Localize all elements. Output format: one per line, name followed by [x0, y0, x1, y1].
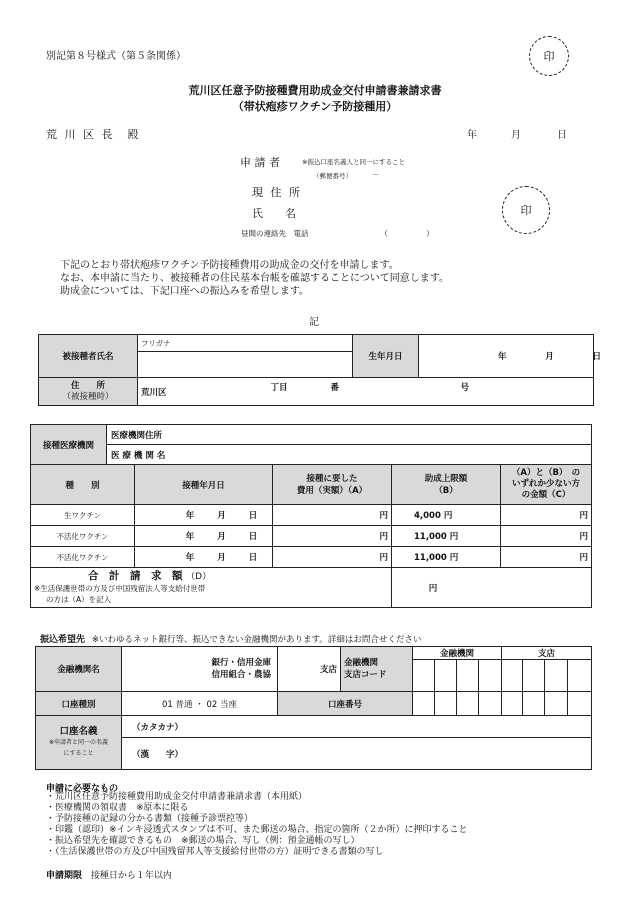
vaccine-date-2[interactable] — [135, 526, 273, 547]
inst-types-1: 銀行・信用金庫 — [211, 658, 271, 668]
date-1-day: 日 — [248, 511, 258, 521]
bank-heading-line — [40, 632, 421, 645]
applicant-note: ※振込口座名義人と同一にすること — [302, 158, 405, 166]
seal-top: 印 — [529, 36, 569, 76]
col-cost — [273, 465, 392, 505]
branch-field[interactable]: 支店 — [278, 647, 341, 692]
lesser-1[interactable]: 円 — [501, 505, 592, 526]
total-label-cell — [31, 568, 392, 608]
bank-heading-note: ※いわゆるネット銀行等、振込できない金融機関があります。詳細はお問合せください — [91, 635, 422, 645]
account-digit-7[interactable] — [545, 692, 568, 716]
date-month-label: 月 — [511, 130, 521, 141]
deadline-value: 接種日から１年以内 — [90, 871, 172, 881]
col-date: 接種年月日 — [135, 465, 273, 505]
seal-applicant: 印 — [502, 186, 550, 234]
req-item-5: ・振込希望先を確認できるもの ※郵送の場合、写し（例：預金通帳の写し） — [46, 836, 360, 846]
bank-table — [35, 646, 592, 770]
deadline-line — [46, 868, 172, 881]
address-label-line1: 住 所 — [70, 380, 105, 391]
ki-mark: 記 — [309, 317, 319, 328]
date-2-month: 月 — [217, 532, 226, 542]
limit-3: 11,000 円 — [392, 547, 501, 568]
name-label: 氏 名 — [252, 207, 296, 220]
medical-table — [30, 424, 592, 608]
statement-line-3: 助成金については、下記口座への振込みを希望します。 — [60, 286, 309, 297]
birth-year: 年 — [498, 352, 507, 362]
birth-field[interactable] — [419, 335, 601, 378]
date-3-year: 年 — [185, 553, 195, 563]
account-digit-3[interactable] — [457, 692, 479, 716]
bank-code-digit-4[interactable] — [479, 660, 502, 692]
branch-code-digit-4[interactable] — [568, 660, 592, 692]
branch-code-digit-3[interactable] — [545, 660, 568, 692]
holder-label-cell — [36, 716, 122, 770]
col-cost-line2: 費用（実額）（A） — [296, 485, 368, 496]
holder-note-2: にすること — [63, 750, 94, 757]
bank-code-digit-3[interactable] — [457, 660, 479, 692]
date-2-day: 日 — [248, 532, 258, 542]
inst-types-2: 信用組合・農協 — [211, 670, 271, 680]
account-digit-4[interactable] — [479, 692, 502, 716]
bank-code-digit-2[interactable] — [435, 660, 457, 692]
total-label — [34, 571, 388, 583]
code-branch-header: 支店 — [502, 647, 592, 660]
furigana-label: フリガナ — [138, 335, 353, 352]
institution-name[interactable]: 医 療 機 関 名 — [107, 445, 592, 465]
address-label: 現 住 所 — [252, 186, 302, 199]
code-label-1: 金融機関 — [344, 658, 379, 668]
go-label: 号 — [460, 382, 470, 393]
applicant-label: 申 請 者 — [240, 156, 280, 169]
account-digit-2[interactable] — [435, 692, 457, 716]
date-1-year: 年 — [185, 511, 195, 521]
chome-label: 丁目 — [270, 382, 288, 393]
code-label-2: 支店コード — [344, 670, 387, 680]
bank-name-field[interactable] — [122, 647, 278, 692]
cost-1[interactable]: 円 — [273, 505, 392, 526]
date-1-month: 月 — [217, 511, 226, 521]
account-type-options[interactable]: 01 普通 ・ 02 当座 — [122, 692, 278, 716]
holder-katakana[interactable]: （カタカナ） — [122, 716, 592, 738]
col-less-line2: いずれか少ない方 — [512, 479, 581, 489]
date-3-month: 月 — [217, 553, 226, 563]
recipient-name-label: 被接種者氏名 — [39, 335, 138, 378]
limit-1: 4,000 円 — [392, 505, 501, 526]
vaccine-type-3: 不活化ワクチン — [31, 547, 135, 568]
total-label-d: （D） — [186, 571, 212, 582]
total-label-text: 合 計 請 求 額 — [88, 569, 183, 582]
total-note-2: の方は（A）を記入 — [46, 594, 112, 604]
recipient-address-field[interactable] — [138, 378, 594, 406]
req-item-4: ・印鑑（認印）※インキ浸透式スタンプは不可、また郵送の場合、指定の箇所（２か所）に押印すること — [46, 825, 468, 835]
birth-label: 生年月日 — [353, 335, 419, 378]
phone-label: 昼間の連絡先 電話 — [241, 229, 309, 238]
deadline-label: 申請期限 — [46, 871, 83, 881]
branch-code-digit-1[interactable] — [502, 660, 523, 692]
col-less-line1: （A）と（B） の — [511, 468, 581, 478]
ban-label: 番 — [330, 382, 340, 393]
date-2-year: 年 — [185, 532, 195, 542]
col-less-line3: の金額（C） — [521, 490, 571, 500]
form-title: 荒川区任意予防接種費用助成金交付申請書兼請求書 — [188, 84, 442, 97]
col-type: 種 別 — [31, 465, 135, 505]
institution-address[interactable]: 医療機関住所 — [107, 425, 592, 445]
col-limit — [392, 465, 501, 505]
vaccine-type-1: 生ワクチン — [31, 505, 135, 526]
statement-line-1: 下記のとおり帯状疱疹ワクチン予防接種費用の助成金の交付を申請します。 — [60, 260, 399, 271]
phone-open: （ — [380, 229, 388, 238]
statement-line-2: なお、本申請に当たり、被接種者の住民基本台帳を確認することについて同意します。 — [60, 273, 449, 284]
account-digit-6[interactable] — [523, 692, 545, 716]
req-item-2: ・医療機関の領収書 ※原本に限る — [46, 803, 189, 813]
req-item-3: ・予防接種の記録の分かる書類（接種予診票控等） — [46, 814, 254, 824]
col-less — [501, 465, 592, 505]
form-subtitle: （帯状疱疹ワクチン予防接種用） — [232, 100, 398, 113]
requirements-heading: 申請に必要なもの — [46, 784, 119, 794]
date-year-label: 年 — [467, 130, 477, 141]
address-label-line2: （被接種時） — [62, 391, 114, 402]
col-cost-line1: 接種に要した — [306, 473, 358, 484]
recipient-name-field[interactable] — [138, 352, 353, 378]
bank-code-digit-1[interactable] — [413, 660, 435, 692]
limit-2: 11,000 円 — [392, 526, 501, 547]
account-digit-8[interactable] — [568, 692, 592, 716]
total-note-1: ※生活保護世帯の方及び中国残留法人等支給付世帯 — [34, 583, 206, 593]
form-number: 別記第８号様式（第５条関係） — [46, 51, 186, 62]
branch-code-digit-2[interactable] — [523, 660, 545, 692]
birth-month: 月 — [545, 352, 554, 362]
account-type-label: 口座種別 — [36, 692, 122, 716]
vaccine-date-1[interactable] — [135, 505, 273, 526]
col-limit-line1: 助成上限額 — [424, 473, 468, 484]
date-3-day: 日 — [248, 553, 258, 563]
postal-label: （郵便番号） — [313, 172, 352, 180]
institution-label: 接種医療機関 — [31, 425, 107, 465]
req-item-6: ・（生活保護世帯の方及び中国残留邦人等支援給付世帯の方）証明できる書類の写し — [46, 847, 384, 857]
holder-note-1: ※申請者と同一の名義 — [48, 739, 109, 746]
lesser-2[interactable]: 円 — [501, 526, 592, 547]
cost-3[interactable]: 円 — [273, 547, 392, 568]
total-amount[interactable]: 円 — [392, 568, 592, 608]
account-digit-1[interactable] — [413, 692, 435, 716]
holder-kanji[interactable]: （漢 字） — [122, 738, 592, 770]
account-number-label: 口座番号 — [278, 692, 413, 716]
ward-label: 荒川区 — [141, 387, 167, 398]
lesser-3[interactable]: 円 — [501, 547, 592, 568]
date-day-label: 日 — [557, 130, 567, 141]
holder-label: 口座名義 — [59, 726, 98, 737]
recipient-table — [38, 334, 601, 406]
cost-2[interactable]: 円 — [273, 526, 392, 547]
phone-close: ） — [426, 229, 434, 238]
account-digit-5[interactable] — [502, 692, 523, 716]
bank-name-label: 金融機関名 — [36, 647, 122, 692]
col-limit-line2: （B） — [434, 485, 458, 496]
birth-day: 日 — [592, 352, 601, 362]
code-label — [341, 647, 413, 692]
bank-heading: 振込希望先 — [40, 635, 86, 645]
recipient-address-label — [39, 378, 138, 406]
req-item-1: ・荒川区任意予防接種費用助成金交付申請書兼請求書（本用紙） — [46, 792, 308, 802]
vaccine-date-3[interactable] — [135, 547, 273, 568]
postal-dash: － — [372, 171, 379, 179]
code-bank-header: 金融機関 — [413, 647, 502, 660]
vaccine-type-2: 不活化ワクチン — [31, 526, 135, 547]
addressee: 荒 川 区 長 殿 — [46, 128, 141, 141]
